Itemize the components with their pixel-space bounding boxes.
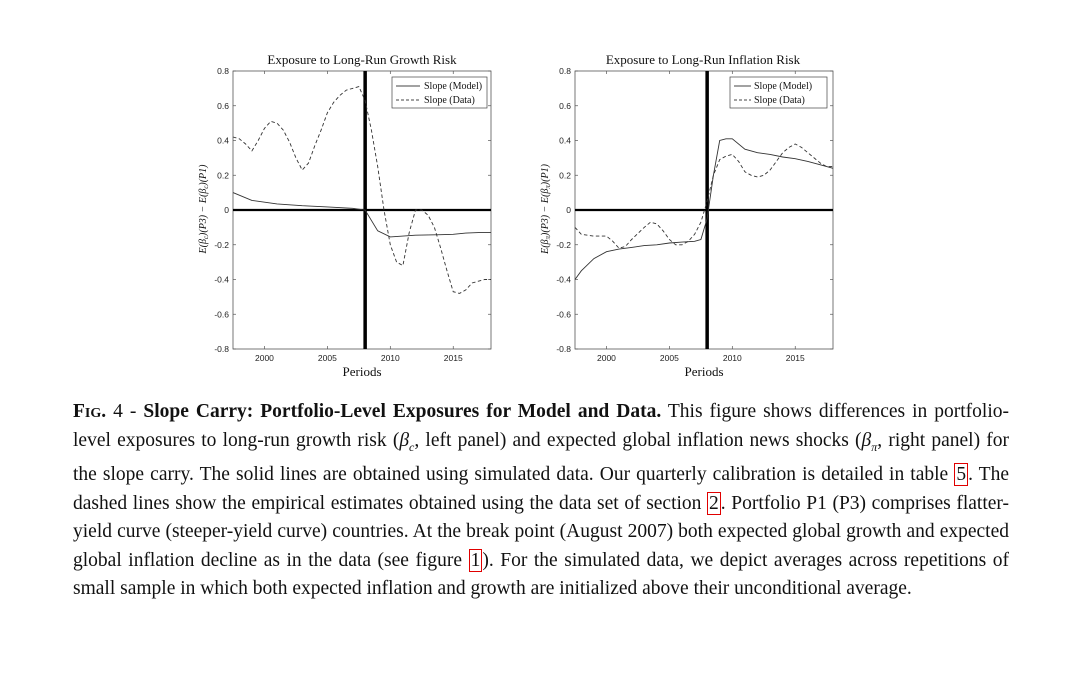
- y-tick-label: 0.4: [217, 135, 229, 146]
- section-reference-link[interactable]: 2: [709, 492, 719, 514]
- legend-growth: [392, 77, 487, 108]
- caption-separator: -: [129, 401, 137, 422]
- caption-text-4: . The dashed lines show the empirical estimates obtained using the data set of section: [73, 464, 1009, 514]
- caption-fig-number: 4: [113, 401, 123, 422]
- y-tick-label: 0.8: [559, 66, 571, 76]
- legend-label-data-inflation: Slope (Data): [754, 95, 805, 106]
- caption-beta-pi-sub: π: [871, 439, 878, 454]
- series-line-data: [575, 144, 833, 248]
- caption-text-6: ). For the simulated data, we depict averages across repetitions of small sample in which both expected inflation and growth are initialized above their unconditional average.: [73, 549, 1010, 600]
- caption-title: Slope Carry: Portfolio-Level Exposures for Model and Data.: [143, 401, 662, 422]
- caption-beta-c: $\beta_c$: [399, 429, 415, 454]
- panel-growth: [198, 52, 491, 379]
- y-tick-label: 0.2: [217, 170, 229, 181]
- legend-inflation: [730, 77, 827, 108]
- ticks-growth: [214, 66, 491, 363]
- x-tick-label: 2000: [255, 353, 274, 363]
- y-tick-label: 0.8: [217, 66, 229, 76]
- legend-label-data-growth: Slope (Data): [424, 95, 475, 106]
- y-tick-label: -0.4: [556, 274, 571, 285]
- y-tick-label: -0.6: [556, 309, 571, 320]
- legend-label-model-growth: Slope (Model): [424, 81, 483, 92]
- caption-text-3: , right panel) for the slope carry. The solid lines are obtained using simulated data. Our quarterly calibration is detailed in table: [73, 429, 1009, 486]
- y-tick-label: 0: [224, 205, 229, 215]
- y-tick-label: -0.8: [214, 344, 229, 354]
- y-tick-label: 0.6: [559, 100, 571, 111]
- y-axis-label-growth: $E(\beta_c)(P3) - E(\beta_c)(P1)$: [198, 164, 210, 254]
- x-tick-label: 2010: [722, 353, 742, 363]
- x-axis-label-inflation: Periods: [684, 364, 724, 379]
- y-tick-label: -0.2: [214, 239, 229, 250]
- figure-caption: [73, 398, 1009, 604]
- panel-inflation: [540, 52, 833, 379]
- x-tick-label: 2005: [659, 353, 679, 363]
- table-reference-link[interactable]: 5: [956, 464, 967, 486]
- x-tick-label: 2000: [597, 353, 616, 363]
- y-tick-label: 0: [566, 205, 571, 215]
- series-line-model: [233, 193, 491, 237]
- y-tick-label: 0.4: [559, 135, 571, 146]
- caption-beta-c-sub: c: [409, 439, 415, 454]
- plot-inflation: [575, 71, 833, 349]
- x-tick-label: 2010: [380, 353, 400, 363]
- plot-growth: [233, 71, 491, 349]
- y-tick-label: -0.2: [556, 239, 571, 250]
- caption-fig-label: Fig.: [73, 401, 107, 422]
- y-tick-label: -0.8: [556, 344, 571, 354]
- x-tick-label: 2015: [785, 353, 805, 363]
- panel-title-growth: Exposure to Long-Run Growth Risk: [267, 52, 457, 67]
- caption-text-1: This figure shows differences in portfolio-level exposures to long-run growth risk (: [73, 401, 1010, 451]
- caption-beta-pi: $\beta_\pi$: [861, 429, 878, 454]
- y-tick-label: 0.6: [217, 100, 229, 111]
- x-tick-label: 2015: [443, 353, 463, 363]
- figure-reference-link[interactable]: 1: [470, 549, 481, 571]
- y-tick-label: -0.4: [214, 274, 229, 285]
- ticks-inflation: [556, 66, 833, 363]
- y-axis-label-inflation: $E(\beta_\pi)(P3) - E(\beta_\pi)(P1)$: [540, 164, 552, 254]
- panel-title-inflation: Exposure to Long-Run Inflation Risk: [605, 52, 801, 67]
- caption-text-5: . Portfolio P1 (P3) comprises flatter-yield curve (steeper-yield curve) countries. At the break point (August 2007) both expected global growth and expected global inflation decline as in the data (see figure: [73, 492, 1009, 571]
- y-tick-label: 0.2: [559, 170, 571, 181]
- y-tick-label: -0.6: [214, 309, 229, 320]
- caption-paragraph: [73, 398, 1009, 604]
- x-axis-label-growth: Periods: [342, 364, 382, 379]
- legend-label-model-inflation: Slope (Model): [754, 81, 813, 92]
- x-tick-label: 2005: [317, 353, 337, 363]
- caption-text-2: , left panel) and expected global inflation news shocks (: [414, 429, 862, 451]
- series-line-data: [233, 87, 491, 294]
